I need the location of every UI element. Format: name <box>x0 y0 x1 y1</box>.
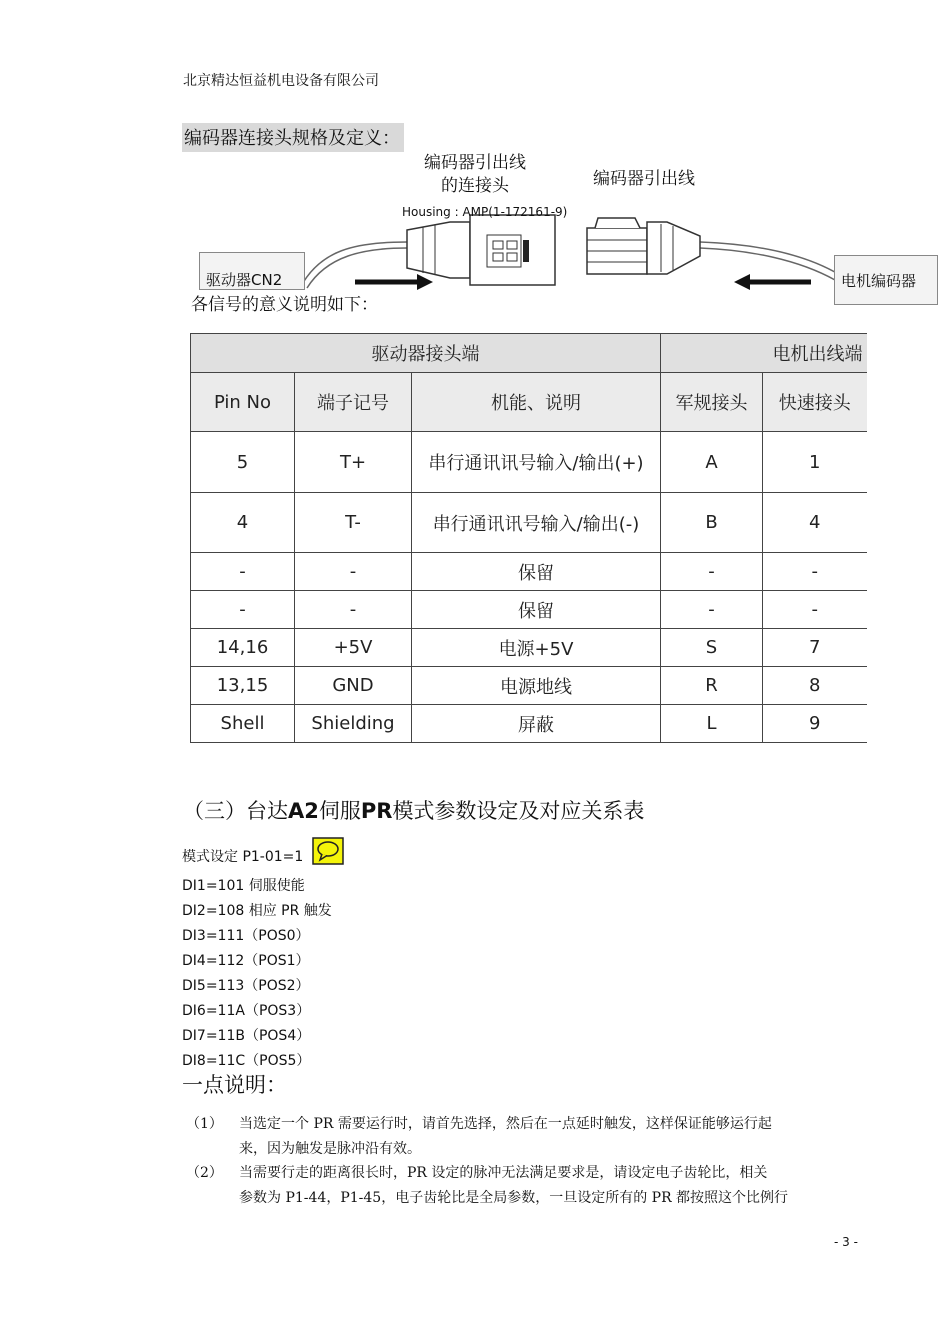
note-text-line1: 当需要行走的距离很长时，PR 设定的脉冲无法满足要求是，请设定电子齿轮比，相关 <box>239 1165 768 1181</box>
cell: 屏蔽 <box>412 705 661 743</box>
mode-line: DI3=111（POS0） <box>182 928 310 944</box>
cell: - <box>295 553 412 591</box>
lead-caption: 编码器引出线 <box>593 169 695 189</box>
cell: R <box>661 667 763 705</box>
cell: 8 <box>763 667 867 705</box>
cell: T- <box>295 493 412 553</box>
mode-line: DI5=113（POS2） <box>182 978 310 994</box>
note-1 <box>186 1112 876 1162</box>
signals-intro: 各信号的意义说明如下： <box>191 290 384 315</box>
motor-encoder-label: 电机编码器 <box>834 255 938 305</box>
cell: 保留 <box>412 591 661 629</box>
cell: - <box>661 591 763 629</box>
cell: - <box>191 591 295 629</box>
mode-line: DI2=108 相应 PR 触发 <box>182 903 332 919</box>
mode-line-p1-01 <box>182 837 344 874</box>
section-title-mode: PR <box>360 799 393 823</box>
mode-line: DI1=101 伺服使能 <box>182 878 305 894</box>
pin-definition-table <box>190 333 867 743</box>
cell: 4 <box>763 493 867 553</box>
connector-drawing <box>195 150 940 300</box>
cell: 13,15 <box>191 667 295 705</box>
cell: L <box>661 705 763 743</box>
driver-cn2-label: 驱动器CN2 <box>199 252 305 290</box>
note-2 <box>186 1161 876 1211</box>
note-text-line1: 当选定一个 PR 需要运行时，请首先选择，然后在一点延时触发，这样保证能够运行起 <box>239 1116 772 1132</box>
col-header-function: 机能、说明 <box>412 373 661 432</box>
cell: 保留 <box>412 553 661 591</box>
point-notes-title: 一点说明： <box>182 1073 287 1097</box>
cell: T+ <box>295 432 412 493</box>
col-header-pin: Pin No <box>191 373 295 432</box>
group-header-motor <box>661 334 867 373</box>
cell: - <box>763 591 867 629</box>
mode-line: DI6=11A（POS3） <box>182 1003 311 1019</box>
section-title-model: A2 <box>288 799 319 823</box>
connector-caption-line1: 编码器引出线 <box>424 153 526 173</box>
table-row <box>191 591 867 629</box>
cell: - <box>191 553 295 591</box>
cell: 串行通讯讯号输入/输出(+) <box>412 432 661 493</box>
col-header-terminal: 端子记号 <box>295 373 412 432</box>
cell: Shell <box>191 705 295 743</box>
note-number: （2） <box>186 1165 223 1181</box>
encoder-spec-title: 编码器连接头规格及定义： <box>182 123 404 152</box>
cell: 14,16 <box>191 629 295 667</box>
table-group-header-row <box>191 334 867 373</box>
note-number: （1） <box>186 1116 223 1132</box>
cell: B <box>661 493 763 553</box>
cell: A <box>661 432 763 493</box>
cell: 串行通讯讯号输入/输出(-) <box>412 493 661 553</box>
section-title-mid: 伺服 <box>318 799 361 823</box>
mode-line: DI8=11C（POS5） <box>182 1053 311 1069</box>
table-row <box>191 667 867 705</box>
cell: 5 <box>191 432 295 493</box>
cell: - <box>763 553 867 591</box>
page-number: - 3 - <box>834 1235 858 1249</box>
note-text-line2: 来，因为触发是脉冲沿有效。 <box>239 1141 421 1157</box>
cell: S <box>661 629 763 667</box>
section-title <box>183 795 644 825</box>
connector-caption-line2: 的连接头 <box>441 176 509 196</box>
note-text-line2: 参数为 P1-44，P1-45，电子齿轮比是全局参数，一旦设定所有的 PR 都按照这个比例行 <box>239 1190 789 1206</box>
comment-icon[interactable] <box>312 837 344 874</box>
cell: - <box>295 591 412 629</box>
mode-line: DI4=112（POS1） <box>182 953 310 969</box>
table-row <box>191 629 867 667</box>
connector-diagram <box>195 150 940 300</box>
mode-settings <box>182 837 344 1074</box>
section-title-prefix: （三）台达 <box>183 799 288 823</box>
connector-caption <box>405 152 545 198</box>
company-header: 北京精达恒益机电设备有限公司 <box>183 73 379 89</box>
mode-line-text: 模式设定 P1-01=1 <box>182 849 304 865</box>
cell: +5V <box>295 629 412 667</box>
group-header-driver: 驱动器接头端 <box>191 334 661 373</box>
cell: - <box>661 553 763 591</box>
section-title-suffix: 模式参数设定及对应关系表 <box>392 799 645 823</box>
col-header-quick-connector: 快速接头 <box>763 373 867 432</box>
cell: GND <box>295 667 412 705</box>
table-row <box>191 553 867 591</box>
table-row <box>191 432 867 493</box>
cell: 1 <box>763 432 867 493</box>
cell: Shielding <box>295 705 412 743</box>
cell: 4 <box>191 493 295 553</box>
group-header-motor-label: 电机出线端 <box>772 344 863 365</box>
mode-line: DI7=11B（POS4） <box>182 1028 311 1044</box>
col-header-mil-connector: 军规接头 <box>661 373 763 432</box>
table-row <box>191 493 867 553</box>
table-column-header-row <box>191 373 867 432</box>
cell: 电源+5V <box>412 629 661 667</box>
cell: 7 <box>763 629 867 667</box>
cell: 电源地线 <box>412 667 661 705</box>
housing-spec: Housing : AMP(1-172161-9) <box>402 205 568 219</box>
cell: 9 <box>763 705 867 743</box>
table-row <box>191 705 867 743</box>
